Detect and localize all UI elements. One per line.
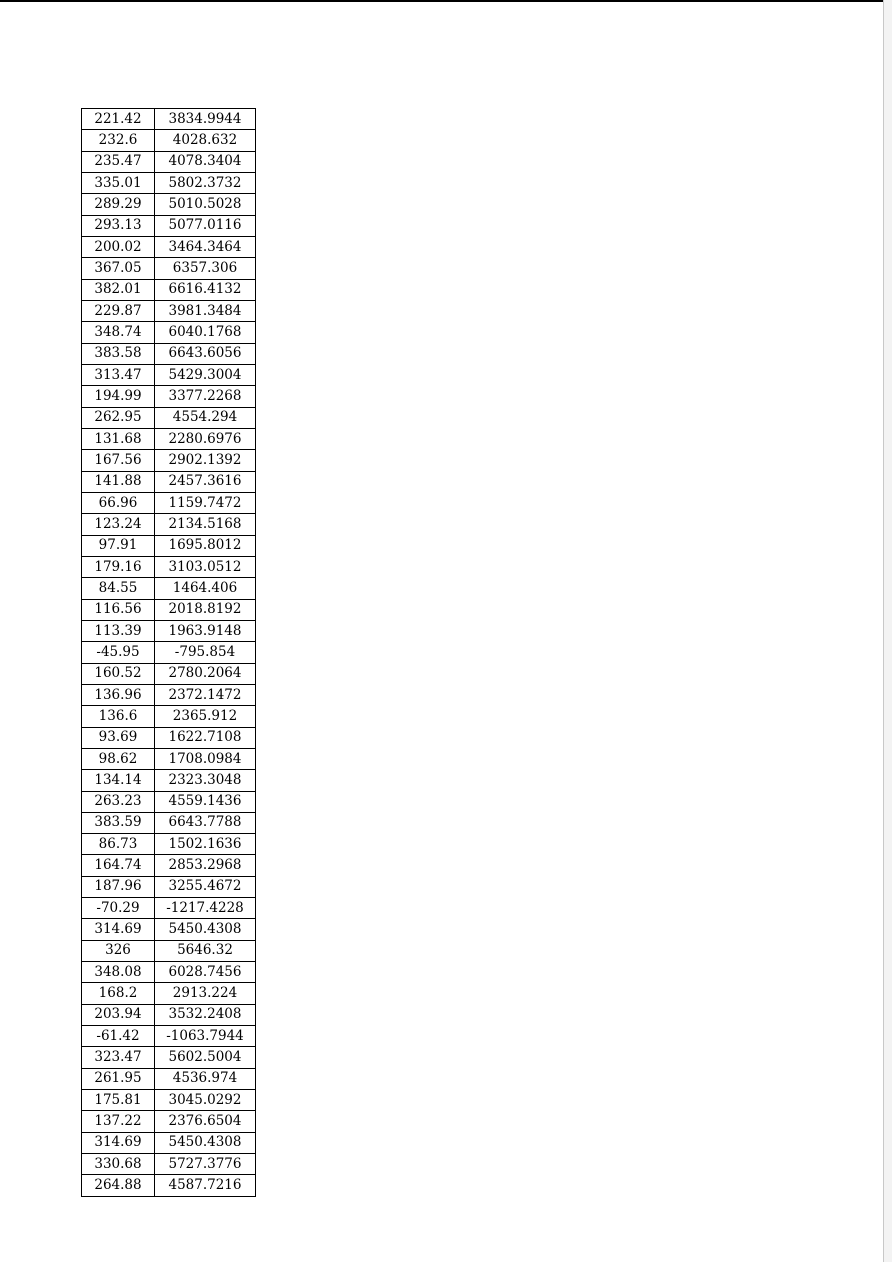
- value-cell: 97.91: [82, 535, 155, 556]
- table-row: [82, 620, 256, 641]
- table-row: [82, 919, 256, 940]
- product-cell: 3532.2408: [155, 1004, 256, 1025]
- value-cell: 116.56: [82, 599, 155, 620]
- product-cell: 3045.0292: [155, 1090, 256, 1111]
- data-table-body: [82, 109, 256, 1197]
- value-cell: 179.16: [82, 556, 155, 577]
- table-row: [82, 855, 256, 876]
- product-cell: 3464.3464: [155, 236, 256, 257]
- value-cell: 235.47: [82, 151, 155, 172]
- value-cell: -70.29: [82, 898, 155, 919]
- value-cell: 141.88: [82, 471, 155, 492]
- value-cell: 264.88: [82, 1175, 155, 1196]
- value-cell: 289.29: [82, 194, 155, 215]
- value-cell: 131.68: [82, 428, 155, 449]
- table-row: [82, 279, 256, 300]
- product-cell: 5602.5004: [155, 1047, 256, 1068]
- product-cell: 3834.9944: [155, 109, 256, 130]
- table-row: [82, 1047, 256, 1068]
- product-cell: 6616.4132: [155, 279, 256, 300]
- table-row: [82, 471, 256, 492]
- table-row: [82, 1111, 256, 1132]
- table-row: [82, 215, 256, 236]
- value-cell: 93.69: [82, 727, 155, 748]
- data-table: [81, 108, 256, 1197]
- value-cell: 326: [82, 940, 155, 961]
- value-cell: 86.73: [82, 834, 155, 855]
- table-row: [82, 109, 256, 130]
- value-cell: 383.58: [82, 343, 155, 364]
- table-row: [82, 407, 256, 428]
- value-cell: 203.94: [82, 1004, 155, 1025]
- table-row: [82, 642, 256, 663]
- table-row: [82, 770, 256, 791]
- table-row: [82, 1004, 256, 1025]
- table-row: [82, 236, 256, 257]
- product-cell: 1622.7108: [155, 727, 256, 748]
- product-cell: 4554.294: [155, 407, 256, 428]
- table-row: [82, 1090, 256, 1111]
- product-cell: 2913.224: [155, 983, 256, 1004]
- table-row: [82, 322, 256, 343]
- table-row: [82, 1026, 256, 1047]
- table-row: [82, 300, 256, 321]
- table-row: [82, 151, 256, 172]
- product-cell: -1217.4228: [155, 898, 256, 919]
- value-cell: 167.56: [82, 450, 155, 471]
- table-row: [82, 364, 256, 385]
- product-cell: 4559.1436: [155, 791, 256, 812]
- value-cell: 367.05: [82, 258, 155, 279]
- product-cell: 3981.3484: [155, 300, 256, 321]
- product-cell: 2372.1472: [155, 684, 256, 705]
- product-cell: -795.854: [155, 642, 256, 663]
- value-cell: 293.13: [82, 215, 155, 236]
- table-row: [82, 194, 256, 215]
- table-row: [82, 172, 256, 193]
- value-cell: 187.96: [82, 876, 155, 897]
- table-row: [82, 386, 256, 407]
- product-cell: 5429.3004: [155, 364, 256, 385]
- table-row: [82, 748, 256, 769]
- product-cell: 1464.406: [155, 578, 256, 599]
- top-border-line: [0, 0, 892, 2]
- table-row: [82, 727, 256, 748]
- product-cell: 2902.1392: [155, 450, 256, 471]
- table-row: [82, 514, 256, 535]
- product-cell: 4078.3404: [155, 151, 256, 172]
- value-cell: 134.14: [82, 770, 155, 791]
- value-cell: 200.02: [82, 236, 155, 257]
- value-cell: 136.6: [82, 706, 155, 727]
- table-row: [82, 812, 256, 833]
- table-row: [82, 876, 256, 897]
- product-cell: 5802.3732: [155, 172, 256, 193]
- product-cell: -1063.7944: [155, 1026, 256, 1047]
- product-cell: 5450.4308: [155, 919, 256, 940]
- value-cell: 98.62: [82, 748, 155, 769]
- product-cell: 2365.912: [155, 706, 256, 727]
- value-cell: 314.69: [82, 919, 155, 940]
- table-row: [82, 898, 256, 919]
- value-cell: 232.6: [82, 130, 155, 151]
- product-cell: 6028.7456: [155, 962, 256, 983]
- value-cell: 262.95: [82, 407, 155, 428]
- table-row: [82, 834, 256, 855]
- value-cell: 123.24: [82, 514, 155, 535]
- table-row: [82, 1175, 256, 1196]
- value-cell: 164.74: [82, 855, 155, 876]
- table-row: [82, 535, 256, 556]
- value-cell: 335.01: [82, 172, 155, 193]
- value-cell: 313.47: [82, 364, 155, 385]
- product-cell: 6357.306: [155, 258, 256, 279]
- table-row: [82, 1132, 256, 1153]
- table-row: [82, 428, 256, 449]
- table-row: [82, 258, 256, 279]
- value-cell: 383.59: [82, 812, 155, 833]
- product-cell: 2376.6504: [155, 1111, 256, 1132]
- right-page-edge: [883, 0, 892, 1262]
- product-cell: 2853.2968: [155, 855, 256, 876]
- value-cell: 330.68: [82, 1154, 155, 1175]
- product-cell: 4028.632: [155, 130, 256, 151]
- table-row: [82, 1068, 256, 1089]
- value-cell: 194.99: [82, 386, 155, 407]
- table-row: [82, 556, 256, 577]
- product-cell: 2280.6976: [155, 428, 256, 449]
- product-cell: 5010.5028: [155, 194, 256, 215]
- value-cell: 66.96: [82, 492, 155, 513]
- product-cell: 5646.32: [155, 940, 256, 961]
- product-cell: 1695.8012: [155, 535, 256, 556]
- product-cell: 1963.9148: [155, 620, 256, 641]
- value-cell: 84.55: [82, 578, 155, 599]
- value-cell: 348.74: [82, 322, 155, 343]
- product-cell: 2018.8192: [155, 599, 256, 620]
- table-row: [82, 450, 256, 471]
- table-row: [82, 983, 256, 1004]
- product-cell: 4587.7216: [155, 1175, 256, 1196]
- product-cell: 6643.6056: [155, 343, 256, 364]
- value-cell: 137.22: [82, 1111, 155, 1132]
- table-row: [82, 791, 256, 812]
- table-row: [82, 130, 256, 151]
- product-cell: 6643.7788: [155, 812, 256, 833]
- product-cell: 6040.1768: [155, 322, 256, 343]
- product-cell: 3103.0512: [155, 556, 256, 577]
- product-cell: 1708.0984: [155, 748, 256, 769]
- value-cell: -45.95: [82, 642, 155, 663]
- table-row: [82, 962, 256, 983]
- value-cell: 263.23: [82, 791, 155, 812]
- product-cell: 2323.3048: [155, 770, 256, 791]
- value-cell: 168.2: [82, 983, 155, 1004]
- table-row: [82, 940, 256, 961]
- value-cell: 221.42: [82, 109, 155, 130]
- table-row: [82, 492, 256, 513]
- product-cell: 5450.4308: [155, 1132, 256, 1153]
- value-cell: 261.95: [82, 1068, 155, 1089]
- table-row: [82, 663, 256, 684]
- table-row: [82, 684, 256, 705]
- value-cell: 160.52: [82, 663, 155, 684]
- value-cell: 323.47: [82, 1047, 155, 1068]
- table-row: [82, 599, 256, 620]
- product-cell: 2134.5168: [155, 514, 256, 535]
- value-cell: 229.87: [82, 300, 155, 321]
- value-cell: 348.08: [82, 962, 155, 983]
- table-row: [82, 578, 256, 599]
- table-row: [82, 343, 256, 364]
- value-cell: -61.42: [82, 1026, 155, 1047]
- value-cell: 382.01: [82, 279, 155, 300]
- product-cell: 3377.2268: [155, 386, 256, 407]
- product-cell: 3255.4672: [155, 876, 256, 897]
- product-cell: 4536.974: [155, 1068, 256, 1089]
- table-row: [82, 706, 256, 727]
- value-cell: 136.96: [82, 684, 155, 705]
- product-cell: 1502.1636: [155, 834, 256, 855]
- product-cell: 2780.2064: [155, 663, 256, 684]
- value-cell: 113.39: [82, 620, 155, 641]
- value-cell: 175.81: [82, 1090, 155, 1111]
- product-cell: 5727.3776: [155, 1154, 256, 1175]
- value-cell: 314.69: [82, 1132, 155, 1153]
- product-cell: 5077.0116: [155, 215, 256, 236]
- product-cell: 2457.3616: [155, 471, 256, 492]
- table-row: [82, 1154, 256, 1175]
- product-cell: 1159.7472: [155, 492, 256, 513]
